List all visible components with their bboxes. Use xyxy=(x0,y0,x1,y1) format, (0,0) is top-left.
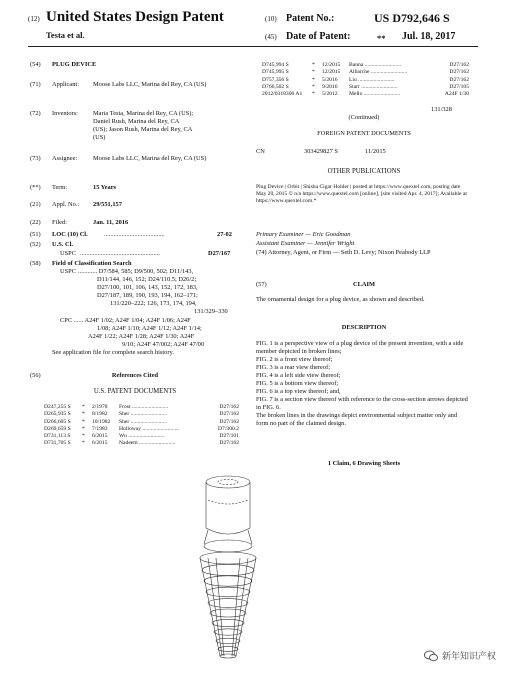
description-line: FIG. 3 is a rear view thereof; xyxy=(256,364,330,371)
assignee-label: Assignee: xyxy=(52,155,78,162)
ref-number: D745,995 S xyxy=(262,69,289,76)
primary-examiner: Primary Examiner — Eric Goodman xyxy=(256,231,351,238)
ref-date: 8/1982 xyxy=(92,411,108,418)
other-publication: Plug Device | Orbit | Shisha Cigar Holder | posted at https://www.quextel.com, posting date May 20, 2015 © n/a https://www.quextel.com [online], [site visited Apr. 4, 2017]; Available at https://www.quextel.com.* xyxy=(256,184,467,205)
cpc-line: CPC ...... A24F 1/02; A24F 1/04; A24F 1/06; A24F xyxy=(60,317,191,324)
other-publications-title: OTHER PUBLICATIONS xyxy=(327,168,401,175)
ref-flag: * xyxy=(82,418,85,425)
patent-number: US D792,646 S xyxy=(374,11,450,25)
inventors-label: Inventors: xyxy=(52,110,78,117)
date-label: Date of Patent: xyxy=(286,31,351,42)
ref-class: D27/162 xyxy=(449,76,469,83)
wechat-icon xyxy=(424,650,438,662)
ref-date: 10/1982 xyxy=(92,418,111,425)
ref-flag: * xyxy=(82,440,85,447)
code-57: (57) xyxy=(256,281,267,288)
ref-name: Wu .......................... xyxy=(119,433,165,440)
references-title: References Cited xyxy=(111,372,159,379)
ref-class: D27/162 xyxy=(449,62,469,68)
code-term: (**) xyxy=(30,184,41,191)
leader-dots: .................................................. xyxy=(80,250,160,257)
assignee: Moose Labs LLC, Marina del Rey, CA (US) xyxy=(93,155,207,162)
patent-kind: United States Design Patent xyxy=(46,9,224,25)
cpc-line: 1/08; A24F 1/10; A24F 1/12; A24F 1/14; xyxy=(97,325,202,332)
reference-row xyxy=(262,62,469,69)
ref-class: D7/300.2 xyxy=(218,425,239,432)
uspc-line: D11/144, 146, 152; D24/110.5; D26/2; xyxy=(97,276,197,283)
description-line: FIG. 2 is a front view thereof; xyxy=(256,356,333,363)
ref-date: 5/2016 xyxy=(322,76,338,83)
claim-title: CLAIM xyxy=(352,281,375,288)
uspc-line: ............ D7/584, 585; D9/500, 502; D11/143, xyxy=(78,268,194,275)
foreign-date: 11/2015 xyxy=(365,148,386,155)
ref-flag: * xyxy=(82,425,85,432)
ref-name: Nadeem .......................... xyxy=(119,440,176,447)
ref-tail: 131/328 xyxy=(431,106,452,113)
description-line: FIG. 4 is a left side view thereof; xyxy=(256,372,341,379)
ref-date: 6/2015 xyxy=(92,440,108,447)
foreign-docs-title: FOREIGN PATENT DOCUMENTS xyxy=(317,130,411,137)
description-title: DESCRIPTION xyxy=(341,324,387,331)
uspc-line: D27/187, 189, 190, 193, 194, 162–171; xyxy=(97,292,198,299)
filed-date: Jan. 11, 2016 xyxy=(93,219,129,226)
ref-class: D27/162 xyxy=(219,440,239,447)
assistant-examiner: Assistant Examiner — Jennifer Wright xyxy=(256,240,355,247)
reference-row xyxy=(262,91,469,98)
inventor-line: (US) xyxy=(93,134,106,141)
code-58: (58) xyxy=(30,260,41,267)
ref-date: 12/2015 xyxy=(322,62,341,68)
inventors-short: Testa et al. xyxy=(46,30,85,40)
ref-name: Holloway .......................... xyxy=(119,425,179,432)
ref-date: 2/1978 xyxy=(92,404,108,410)
reference-row xyxy=(262,84,469,91)
uspc-line: 131/329–330 xyxy=(194,308,228,315)
code-12: (12) xyxy=(28,15,40,23)
ref-name: Frost .......................... xyxy=(119,404,169,410)
term-label: Term: xyxy=(52,184,68,191)
header-divider xyxy=(28,46,478,47)
ref-date: 7/1983 xyxy=(92,425,108,432)
reference-row xyxy=(44,419,239,426)
ref-date: 6/2015 xyxy=(92,433,108,440)
reference-row xyxy=(44,440,239,447)
ref-number: D766,502 S xyxy=(262,83,289,90)
ref-number: D731,705 S xyxy=(44,440,71,447)
claims-count: 1 Claim, 6 Drawing Sheets xyxy=(327,460,401,467)
ref-number: D745,994 S xyxy=(262,62,289,68)
inventor-line: Daniel Rush, Marina del Rey, CA xyxy=(93,118,180,125)
appl-no: 29/551,157 xyxy=(93,201,122,208)
code-10: (10) xyxy=(265,15,277,23)
term-star: ** xyxy=(377,33,386,43)
references-continued-table xyxy=(262,62,469,98)
inventor-line: (US); Jason Rush, Marina del Rey, CA xyxy=(93,126,193,133)
reference-row xyxy=(44,411,239,418)
ref-class: D27/162 xyxy=(219,418,239,425)
continued-note: (Continued) xyxy=(348,114,380,121)
ref-number: D757,356 S xyxy=(262,76,289,83)
code-22: (22) xyxy=(30,219,41,226)
code-71: (71) xyxy=(30,81,41,88)
code-21: (21) xyxy=(30,201,41,208)
ref-number: D265,935 S xyxy=(44,411,71,418)
ref-name: Mello .......................... xyxy=(349,91,401,98)
reference-row xyxy=(262,69,469,76)
ref-flag: * xyxy=(312,76,315,83)
reference-row xyxy=(262,77,469,84)
code-54: (54) xyxy=(30,61,41,68)
ref-class: D27/162 xyxy=(219,411,239,418)
loc-label: LOC (10) Cl. xyxy=(52,231,88,238)
code-73: (73) xyxy=(30,155,41,162)
ref-flag: * xyxy=(312,69,315,76)
watermark xyxy=(424,649,496,662)
ref-name: Banna .......................... xyxy=(349,62,402,68)
ref-flag: * xyxy=(82,433,85,440)
uscl-class: D27/167 xyxy=(208,250,231,257)
uscl-label: U.S. Cl. xyxy=(52,241,73,248)
patent-date: Jul. 18, 2017 xyxy=(402,31,456,42)
cpc-line: A24F 1/22; A24F 1/28; A24F 1/30; A24F xyxy=(88,333,195,340)
us-docs-subtitle: U.S. PATENT DOCUMENTS xyxy=(93,388,177,395)
search-history-note: See application file for complete search history. xyxy=(52,349,174,356)
claim-text: The ornamental design for a plug device, as shown and described. xyxy=(256,296,425,303)
description-line: FIG. 7 is a section view thereof with reference to the cross-section arrows depicted in FIG. 6. xyxy=(256,396,468,411)
uspc-line: D27/100, 101, 106, 143, 152, 172, 183, xyxy=(97,284,198,291)
ref-name: Sher .......................... xyxy=(119,411,168,418)
description-line: FIG. 6 is a top view thereof; and, xyxy=(256,388,341,395)
applicant-label: Applicant: xyxy=(52,81,79,88)
filed-label: Filed: xyxy=(52,219,67,226)
ref-flag: * xyxy=(82,404,85,410)
appl-label: Appl. No.: xyxy=(52,201,80,208)
ref-number: D269,659 S xyxy=(44,425,71,432)
ref-class: D27/162 xyxy=(219,404,239,410)
applicant: Moose Labs LLC, Marina del Rey, CA (US) xyxy=(93,81,207,88)
field-search-label: Field of Classification Search xyxy=(52,260,132,267)
ref-class: D27/162 xyxy=(449,69,469,76)
ref-date: 5/2012 xyxy=(322,91,338,98)
ref-class: D27/105 xyxy=(449,83,469,90)
ref-name: Sher .......................... xyxy=(119,418,168,425)
reference-row xyxy=(44,404,239,411)
inventor-line: Maria Testa, Marina del Rey, CA (US); xyxy=(93,110,194,117)
ref-flag: * xyxy=(312,62,315,68)
code-52: (52) xyxy=(30,241,41,248)
ref-name: Liu .......................... xyxy=(349,76,395,83)
cpc-line: 9/10; A24F 47/002; A24F 47/00 xyxy=(122,341,205,348)
uspc-label: USPC xyxy=(60,250,76,257)
plug-device-drawing xyxy=(178,470,278,670)
ref-number: D247,255 S xyxy=(44,404,71,410)
ref-name: Albarche .......................... xyxy=(349,69,408,76)
ref-date: 9/2016 xyxy=(322,83,338,90)
description-line: FIG. 5 is a bottom view thereof; xyxy=(256,380,339,387)
ref-flag: * xyxy=(82,411,85,418)
code-72: (72) xyxy=(30,110,41,117)
us-references-table xyxy=(44,404,239,448)
ref-number: D266,605 S xyxy=(44,418,71,425)
loc-class: 27-02 xyxy=(217,231,232,238)
foreign-number: 303429827 S xyxy=(304,148,338,155)
uspc-label: USPC xyxy=(60,268,76,275)
ref-number: D731,113 S xyxy=(44,433,71,440)
code-56: (56) xyxy=(30,372,41,379)
description-line: The broken lines in the drawings depict environmental subject matter only and form no part of the claimed design. xyxy=(256,412,458,427)
title: PLUG DEVICE xyxy=(52,61,97,68)
term: 15 Years xyxy=(93,184,117,191)
reference-row xyxy=(44,426,239,433)
code-45: (45) xyxy=(265,33,277,41)
ref-flag: * xyxy=(312,83,315,90)
description-body xyxy=(256,340,468,428)
leader-dots: ...................................... xyxy=(104,231,165,238)
watermark-text: 新年知识产权 xyxy=(441,652,496,662)
code-51: (51) xyxy=(30,231,41,238)
attorney: (74) Attorney, Agent, or Firm — Seth D. Levy; Nixon Peabody LLP xyxy=(256,249,431,256)
ref-date: 12/2015 xyxy=(322,69,341,76)
ref-class: D27/101 xyxy=(219,433,239,440)
uspc-line: 131/220–222; 126, 173, 174, 194, xyxy=(110,300,197,307)
ref-flag: * xyxy=(312,91,315,98)
ref-number: 2012/0318306 A1 xyxy=(262,91,303,98)
ref-name: Starr .......................... xyxy=(349,83,398,90)
description-line: FIG. 1 is a perspective view of a plug device of the present invention, with a side member depicted in broken lines; xyxy=(256,340,464,355)
foreign-country: CN xyxy=(256,148,265,155)
ref-class: A24F 1/30 xyxy=(444,91,469,98)
patent-no-label: Patent No.: xyxy=(286,13,335,24)
reference-row xyxy=(44,433,239,440)
